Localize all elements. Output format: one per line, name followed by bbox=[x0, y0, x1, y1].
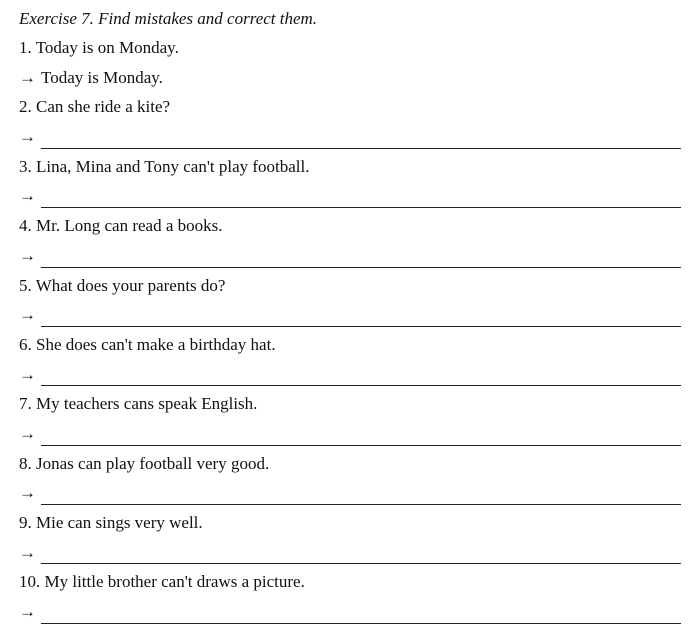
arrow-right-icon: → bbox=[19, 127, 36, 147]
answer-row-5 bbox=[19, 300, 681, 330]
exercise-title: Exercise 7. Find mistakes and correct them. bbox=[19, 9, 318, 28]
exercise-sentence-9: 9. Mie can sings very well. bbox=[19, 513, 203, 532]
answer-text-1: Today is Monday. bbox=[41, 67, 163, 87]
arrow-right-icon: → bbox=[19, 542, 36, 562]
answer-blank-line-4[interactable] bbox=[41, 267, 681, 268]
answer-row-1 bbox=[19, 63, 681, 93]
answer-blank-line-10[interactable] bbox=[41, 623, 681, 624]
arrow-right-icon: → bbox=[19, 67, 36, 87]
exercise-sentence-4: 4. Mr. Long can read a books. bbox=[19, 216, 223, 236]
answer-row-3 bbox=[19, 181, 681, 211]
arrow-right-icon: → bbox=[19, 305, 36, 325]
answer-row-9 bbox=[19, 538, 681, 568]
arrow-right-icon: → bbox=[19, 245, 36, 265]
exercise-sentence-1: 1. Today is on Monday. bbox=[19, 38, 179, 57]
answer-row-8 bbox=[19, 478, 681, 508]
exercise-sentence-8: 8. Jonas can play football very good. bbox=[19, 453, 270, 473]
exercise-sentence-7: 7. My teachers cans speak English. bbox=[19, 394, 258, 414]
answer-blank-line-8[interactable] bbox=[41, 504, 681, 505]
exercise-sentence-3: 3. Lina, Mina and Tony can't play football. bbox=[19, 156, 310, 176]
answer-blank-line-5[interactable] bbox=[41, 326, 681, 327]
answer-blank-line-7[interactable] bbox=[41, 445, 681, 446]
exercise-items bbox=[19, 33, 681, 627]
arrow-right-icon: → bbox=[19, 602, 36, 622]
arrow-right-icon: → bbox=[19, 364, 36, 384]
answer-row-2 bbox=[19, 122, 681, 152]
exercise-sentence-2: 2. Can she ride a kite? bbox=[19, 97, 171, 117]
answer-row-4 bbox=[19, 241, 681, 271]
exercise-sentence-6: 6. She does can't make a birthday hat. bbox=[19, 334, 276, 354]
exercise-sentence-10: 10. My little brother can't draws a picture. bbox=[19, 572, 305, 592]
arrow-right-icon: → bbox=[19, 483, 36, 503]
answer-row-7 bbox=[19, 419, 681, 449]
answer-blank-line-9[interactable] bbox=[41, 563, 681, 564]
answer-blank-line-6[interactable] bbox=[41, 385, 681, 386]
answer-blank-line-3[interactable] bbox=[41, 207, 681, 208]
worksheet bbox=[19, 4, 681, 627]
answer-blank-line-2[interactable] bbox=[41, 148, 681, 149]
answer-row-6 bbox=[19, 360, 681, 390]
arrow-right-icon: → bbox=[19, 186, 36, 206]
exercise-sentence-5: 5. What does your parents do? bbox=[19, 275, 226, 295]
arrow-right-icon: → bbox=[19, 423, 36, 443]
answer-row-10 bbox=[19, 597, 681, 627]
